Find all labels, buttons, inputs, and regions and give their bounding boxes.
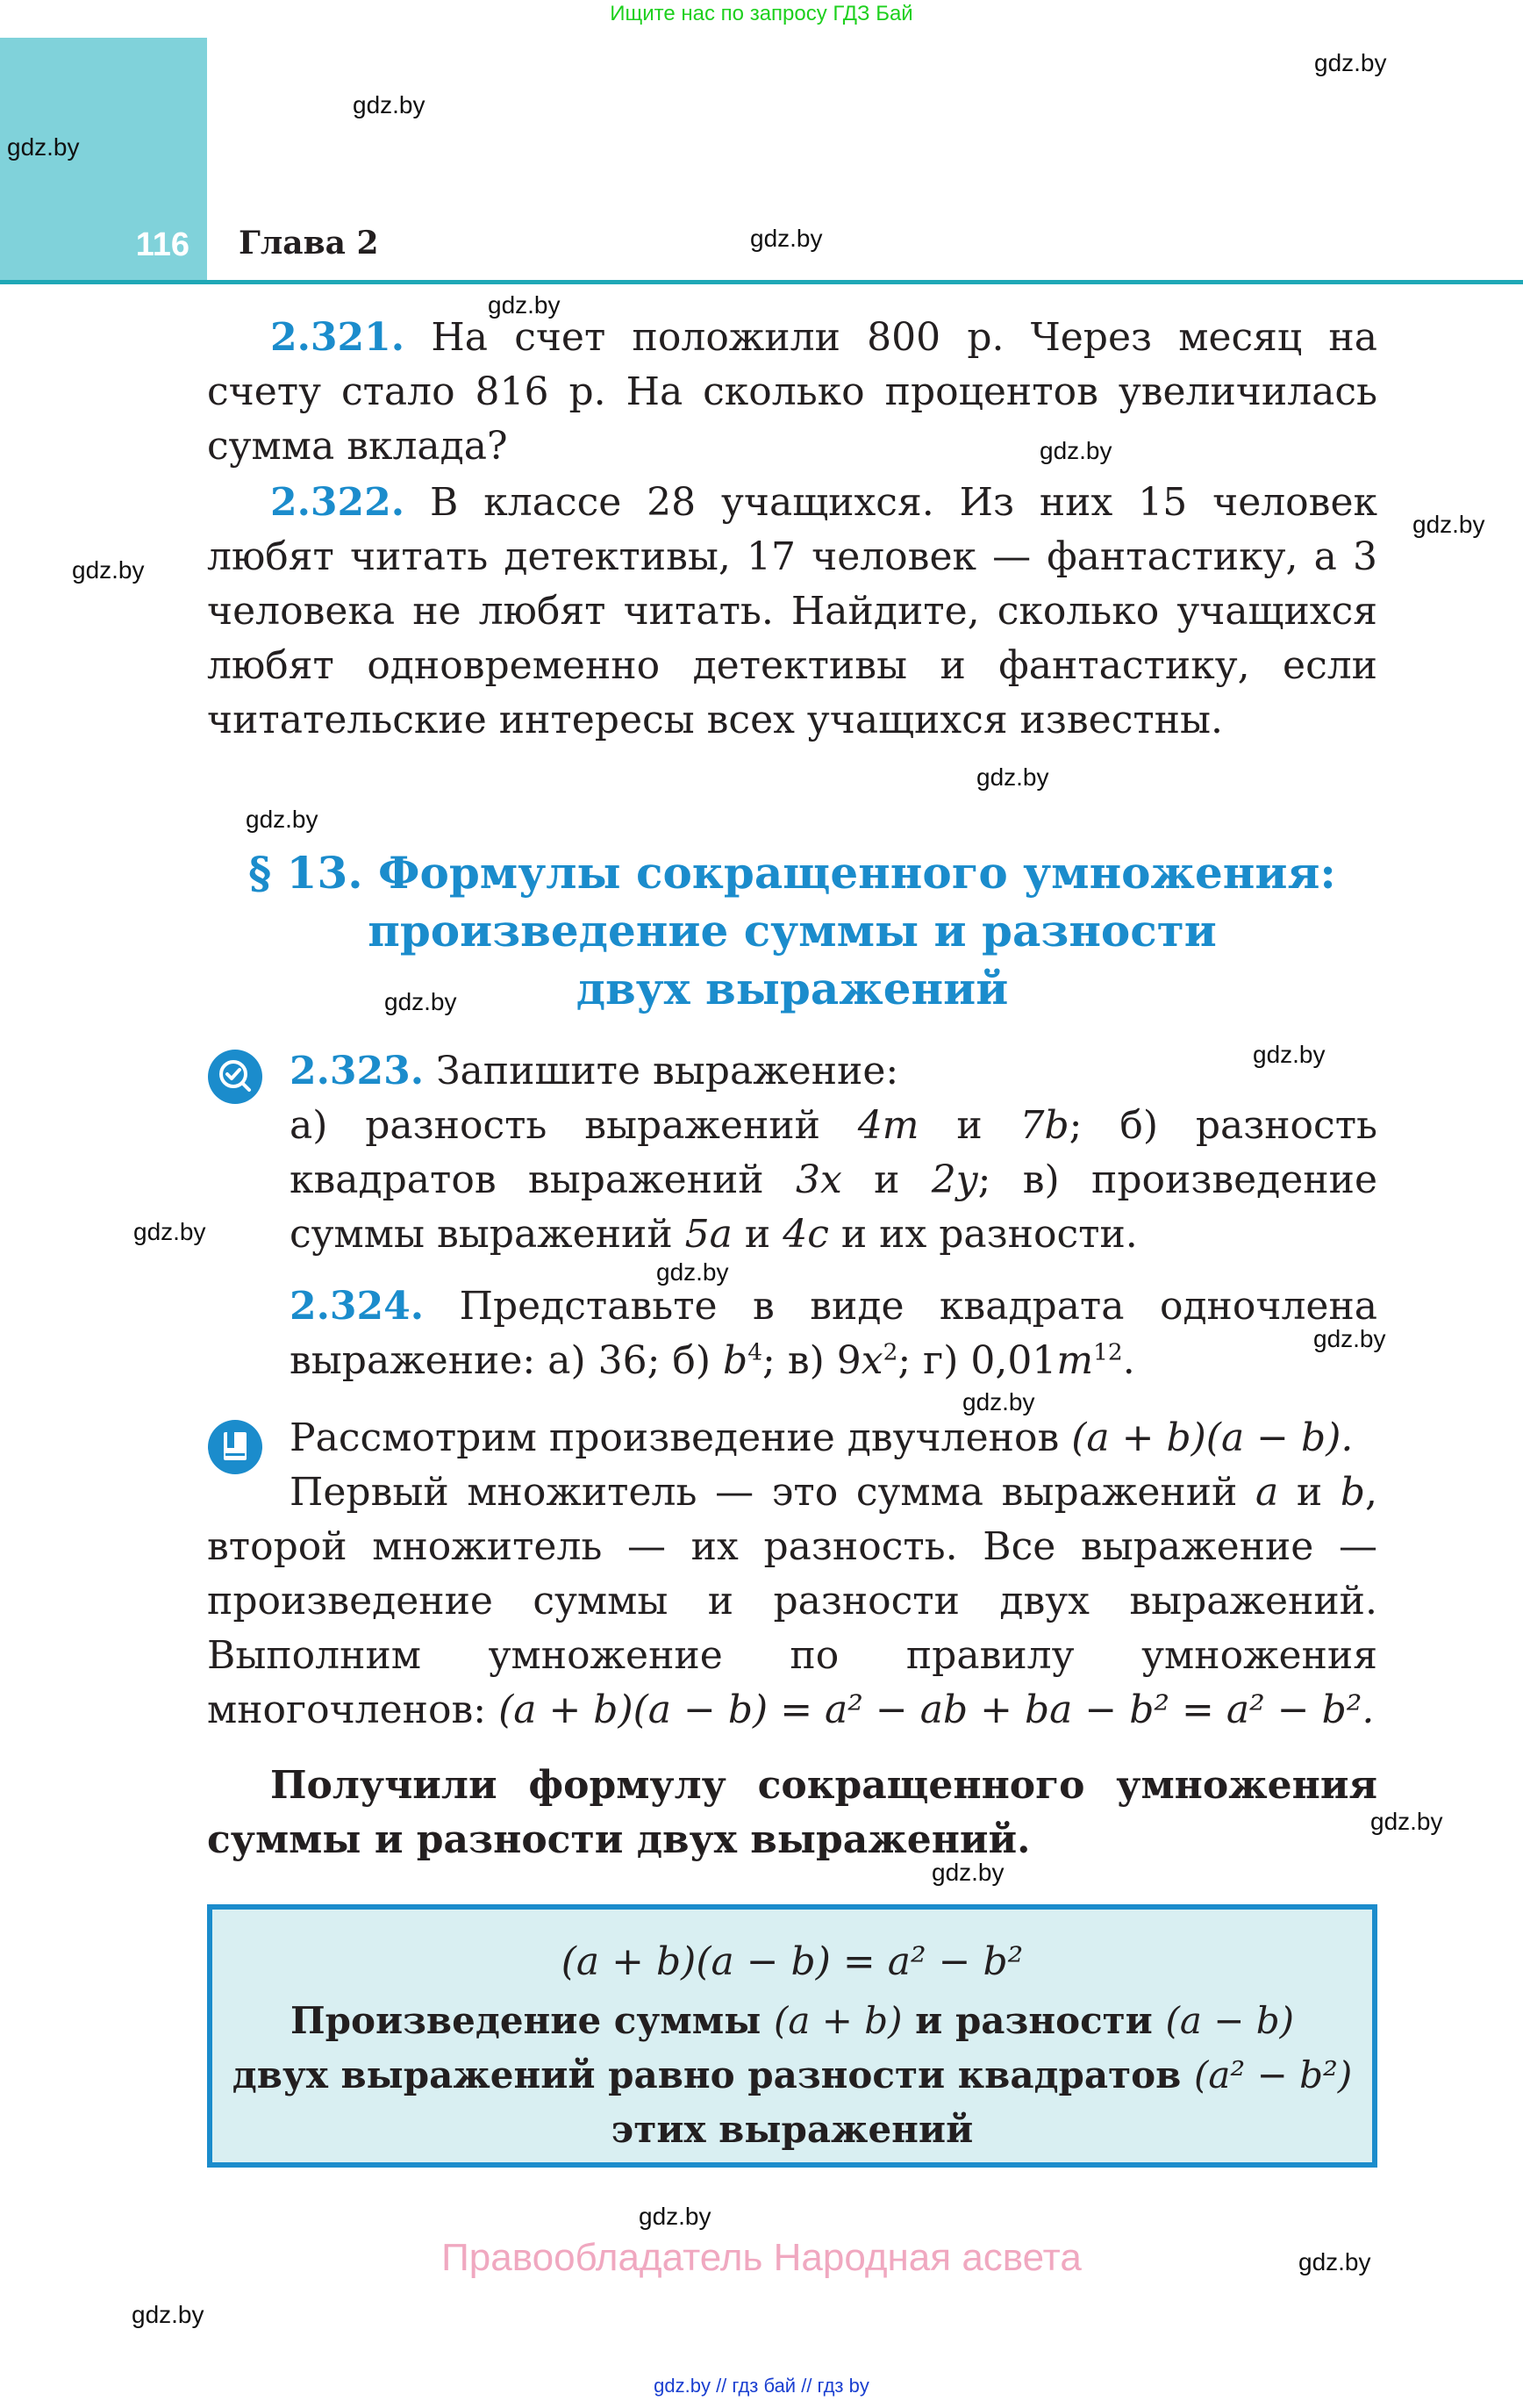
page-number: 116 bbox=[135, 226, 189, 263]
exercise-2322 bbox=[207, 476, 1377, 748]
top-banner[interactable]: Ищите нас по запросу ГДЗ Бай bbox=[610, 2, 913, 25]
exercise-text: . bbox=[1122, 1338, 1135, 1383]
watermark: gdz.by bbox=[7, 133, 80, 161]
exercise-2323 bbox=[290, 1044, 1377, 1262]
conclusion: Получили формулу сокращенного умножения суммы и разности двух выражений. bbox=[207, 1763, 1377, 1862]
math-expr: 3x bbox=[795, 1157, 842, 1202]
math-expr: 2y bbox=[931, 1157, 978, 1202]
watermark: gdz.by bbox=[1253, 1041, 1326, 1068]
rule-box bbox=[207, 1904, 1377, 2168]
exercise-text: В классе 28 учащихся. Из них 15 человек любят читать детективы, 17 человек — фантастику, а 3 человека не любят читать. Найдите, сколько учащихся любят одновременно детективы и фантастику, если читательские интересы всех учащихся известны. bbox=[207, 480, 1377, 742]
section-title-line: § 13. Формулы сокращенного умножения: bbox=[248, 847, 1336, 899]
math-expr: x bbox=[861, 1338, 883, 1383]
math-expr: b bbox=[723, 1338, 748, 1383]
rule-text-part: и разности bbox=[902, 1999, 1166, 2042]
exercise-text: ; г) 0,01 bbox=[897, 1338, 1057, 1383]
exercise-number: 2.321. bbox=[270, 315, 405, 360]
watermark: gdz.by bbox=[133, 1218, 206, 1245]
item-text: и bbox=[841, 1157, 932, 1202]
math-expr: (a + b) bbox=[773, 1999, 903, 2042]
item-text: и их разности. bbox=[828, 1212, 1138, 1257]
copyright-notice: Правообладатель Народная асвета bbox=[441, 2236, 1082, 2279]
exercise-2324 bbox=[290, 1279, 1377, 1388]
watermark: gdz.by bbox=[1314, 49, 1387, 76]
watermark: gdz.by bbox=[1313, 1325, 1386, 1352]
watermark: gdz.by bbox=[976, 763, 1049, 791]
exponent: 12 bbox=[1093, 1338, 1123, 1366]
footer-links[interactable]: gdz.by // гдз бай // гдз by bbox=[654, 2375, 869, 2397]
watermark: gdz.by bbox=[639, 2203, 711, 2230]
section-title bbox=[207, 844, 1377, 1018]
exercise-intro: Запишите выражение: bbox=[436, 1049, 899, 1093]
theory-text: Рассмотрим произведение двучленов bbox=[290, 1415, 1072, 1460]
math-expr: 7b bbox=[1019, 1103, 1069, 1148]
watermark: gdz.by bbox=[962, 1388, 1035, 1415]
rule-text bbox=[212, 1994, 1372, 2157]
chapter-title: Глава 2 bbox=[239, 225, 379, 262]
math-expr: a bbox=[1255, 1470, 1279, 1515]
exercise-2321 bbox=[207, 311, 1377, 474]
watermark: gdz.by bbox=[1298, 2248, 1371, 2275]
math-expr: b bbox=[1340, 1470, 1365, 1515]
watermark: gdz.by bbox=[72, 556, 145, 584]
exercise-number: 2.322. bbox=[270, 480, 405, 525]
item-text: а) разность выражений bbox=[290, 1103, 858, 1148]
theory-text: Первый множитель — это сумма выражений bbox=[290, 1470, 1255, 1515]
item-text: ; б) разность квадратов выражений bbox=[290, 1103, 1377, 1202]
rule-text-part: этих выражений bbox=[611, 2108, 974, 2151]
math-expr: (a² − b²) bbox=[1193, 2053, 1353, 2096]
watermark: gdz.by bbox=[750, 225, 823, 252]
exercise-number: 2.324. bbox=[290, 1284, 425, 1329]
watermark: gdz.by bbox=[353, 91, 425, 118]
derivation-formula: (a + b)(a − b) = a² − ab + ba − b² = a² − b². bbox=[498, 1688, 1375, 1732]
watermark: gdz.by bbox=[384, 988, 457, 1015]
exercise-number: 2.323. bbox=[290, 1049, 425, 1093]
math-expr: 5a bbox=[684, 1212, 733, 1257]
rule-formula: (a + b)(a − b) = a² − b² bbox=[561, 1939, 1024, 1984]
watermark: gdz.by bbox=[132, 2301, 204, 2328]
rule-text-part: Произведение суммы bbox=[290, 1999, 774, 2042]
watermark: gdz.by bbox=[1412, 511, 1485, 538]
rule-text-part: двух выражений равно разности квадратов bbox=[232, 2053, 1194, 2096]
math-expr: 4c bbox=[783, 1212, 829, 1257]
exponent: 2 bbox=[883, 1338, 898, 1366]
exercise-text: Представьте в виде квадрата одночлена выражение: а) 36; б) bbox=[290, 1284, 1377, 1383]
watermark: gdz.by bbox=[932, 1859, 1005, 1886]
item-text: и bbox=[919, 1103, 1020, 1148]
watermark: gdz.by bbox=[1040, 437, 1112, 464]
exercise-text: ; в) 9 bbox=[762, 1338, 862, 1383]
exponent: 4 bbox=[747, 1338, 763, 1366]
theory-paragraph bbox=[207, 1411, 1377, 1738]
section-title-line: двух выражений bbox=[576, 963, 1009, 1014]
math-expr: (a − b) bbox=[1165, 1999, 1295, 2042]
header-rule bbox=[0, 280, 1523, 284]
watermark: gdz.by bbox=[1370, 1808, 1443, 1835]
math-expr: m bbox=[1056, 1338, 1094, 1383]
theory-text: , второй множитель — их разность. Все выражение — произведение суммы и разности двух выражений. Выполним умножение по правилу умножения многочленов: bbox=[207, 1470, 1377, 1732]
math-expr: (a + b)(a − b). bbox=[1071, 1415, 1354, 1460]
section-title-line: произведение суммы и разности bbox=[368, 905, 1217, 957]
item-text: и bbox=[732, 1212, 783, 1257]
magnifier-check-icon bbox=[208, 1050, 262, 1104]
watermark: gdz.by bbox=[488, 291, 561, 319]
theory-text: и bbox=[1278, 1470, 1341, 1515]
math-expr: 4m bbox=[857, 1103, 919, 1148]
exercise-text: На счет положили 800 р. Через месяц на счету стало 816 р. На сколько процентов увеличилась сумма вклада? bbox=[207, 315, 1377, 469]
watermark: gdz.by bbox=[246, 806, 318, 833]
watermark: gdz.by bbox=[656, 1258, 729, 1286]
item-text: ; в) произведение суммы выражений bbox=[290, 1157, 1377, 1257]
